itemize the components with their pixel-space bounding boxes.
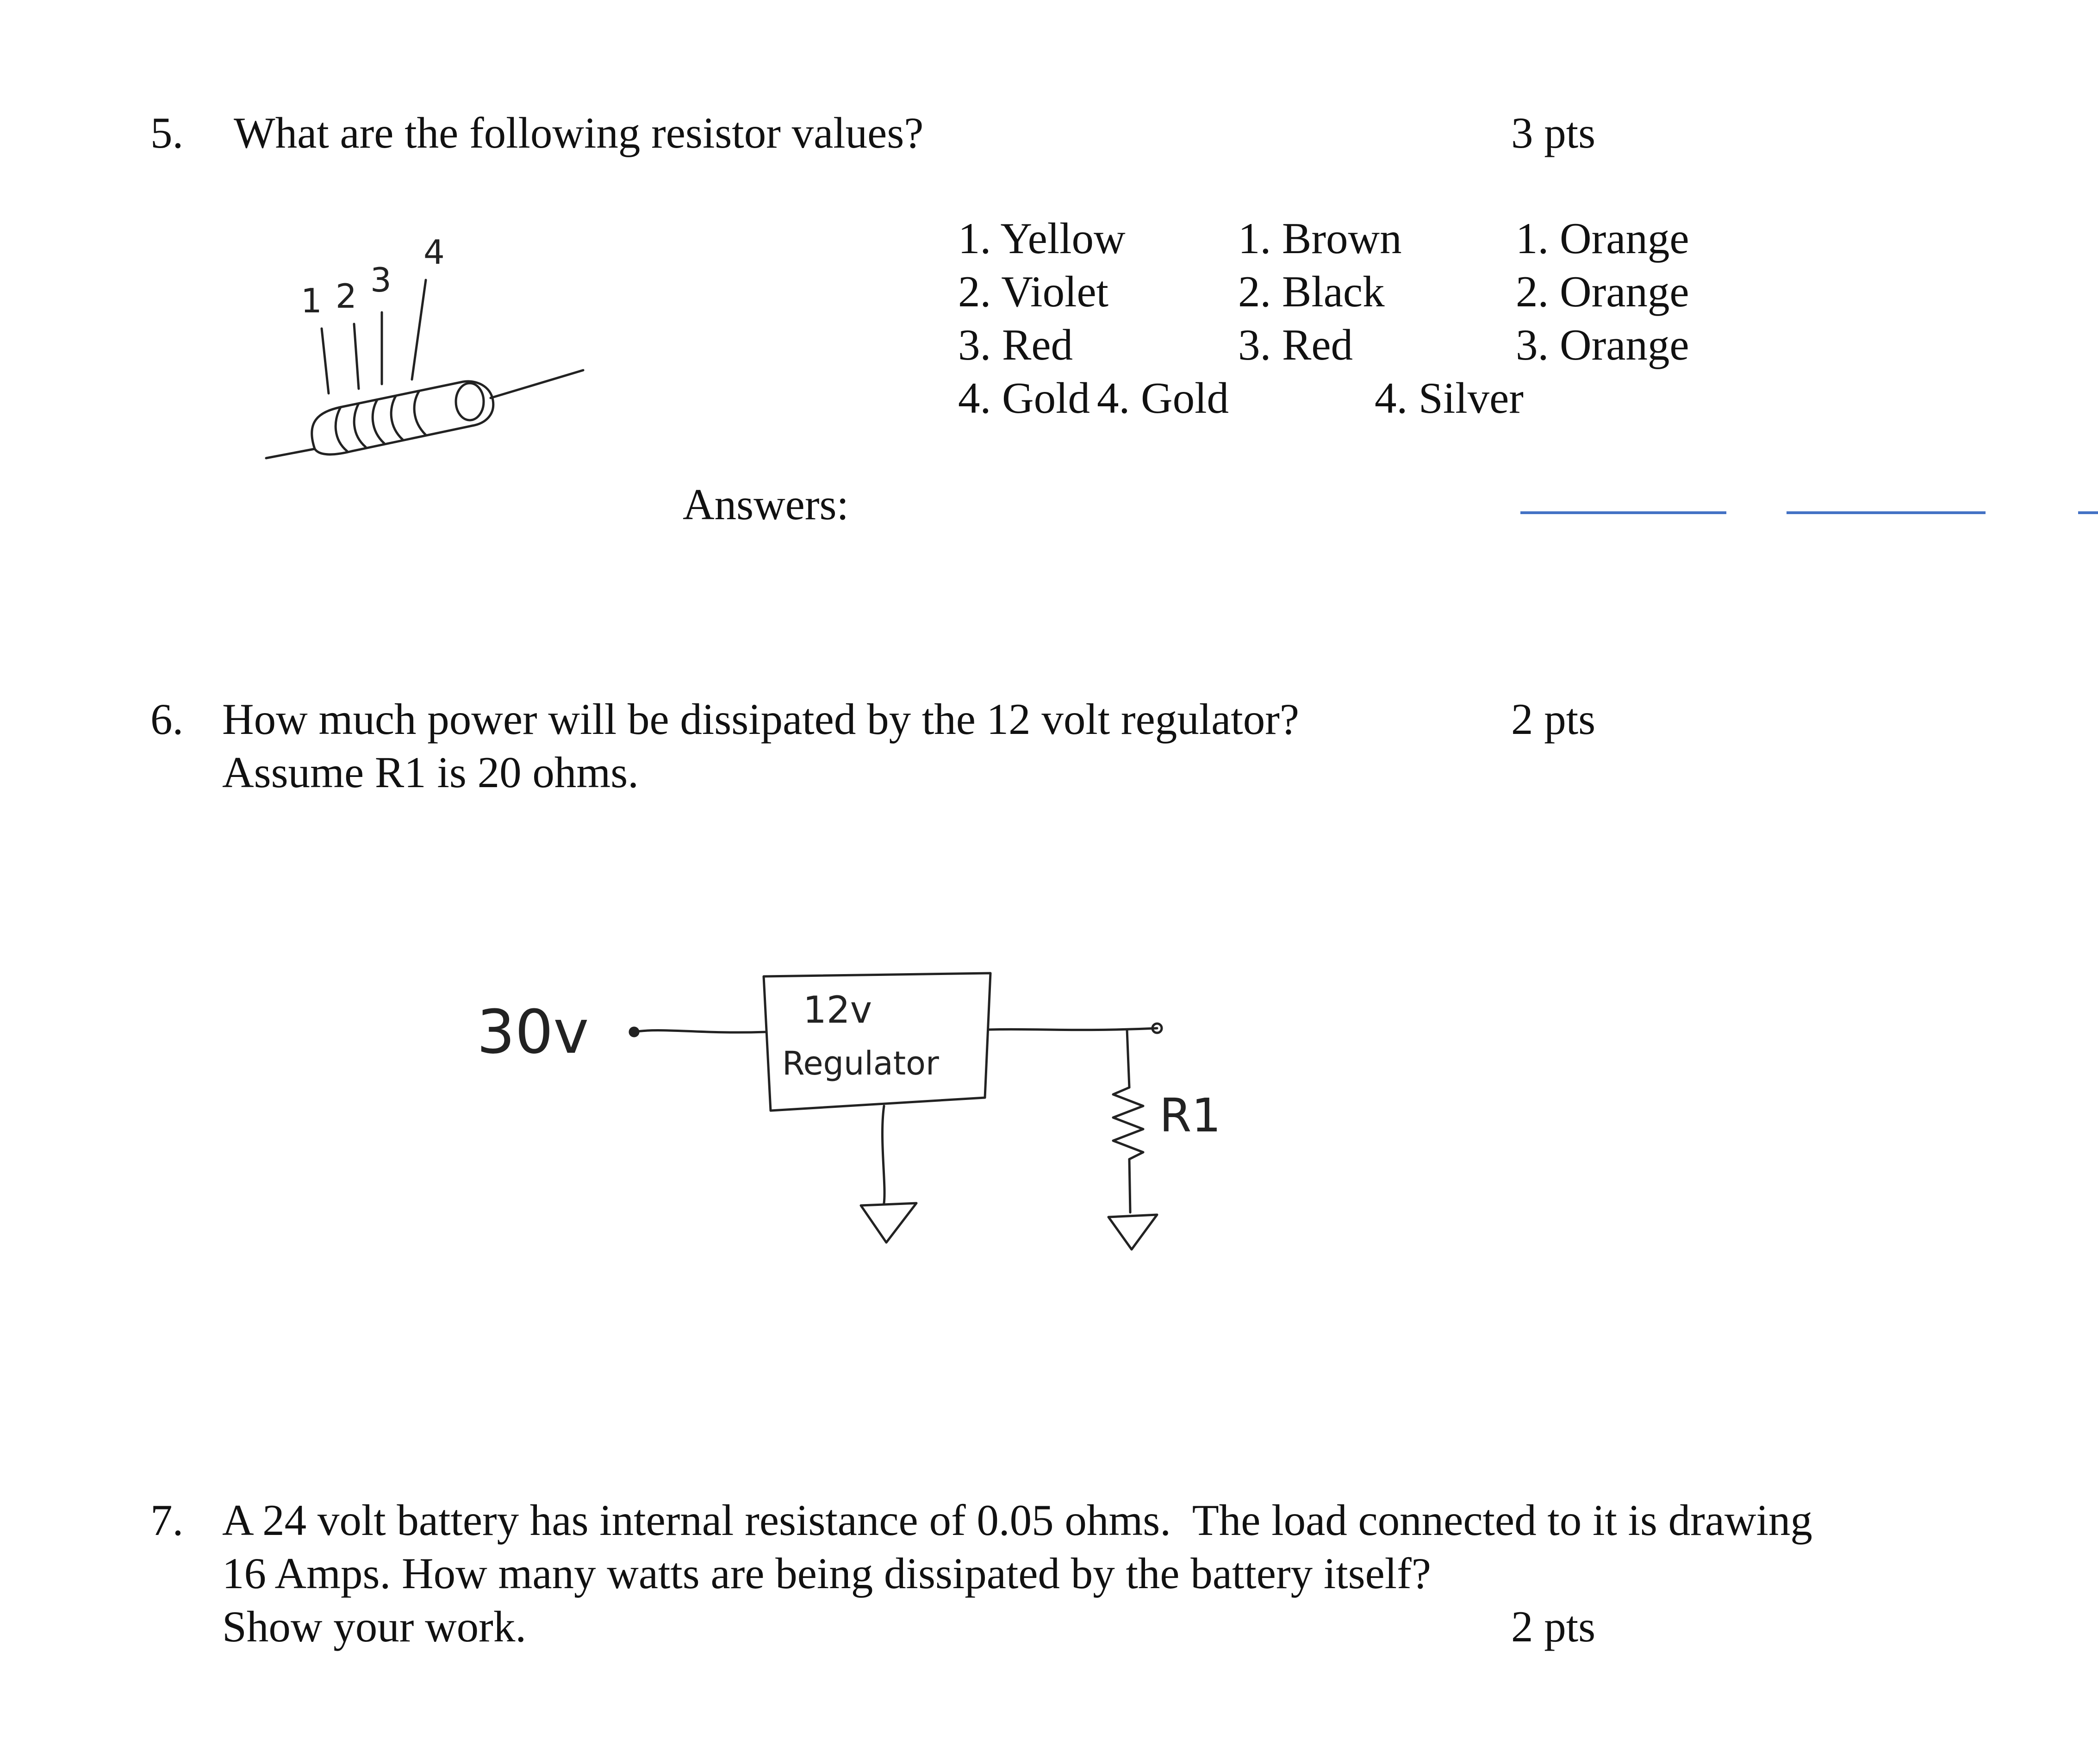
- band-col2-row3: 3. Red: [1238, 320, 1353, 369]
- resistor-lead-right: [491, 370, 583, 398]
- resistor-zigzag: [1113, 1087, 1143, 1159]
- q6-points: 2 pts: [1511, 695, 1596, 744]
- output-wire: [988, 1028, 1157, 1030]
- q6-question: How much power will be dissipated by the 12 volt regulator?: [222, 695, 1299, 744]
- band-col1-row3: 3. Red: [958, 320, 1073, 369]
- band-label: 3: [370, 261, 392, 299]
- resistor-r1-label: R1: [1159, 1088, 1221, 1143]
- q5-question: What are the following resistor values?: [234, 108, 924, 157]
- resistor-band: [391, 396, 403, 440]
- answer-blank-3[interactable]: [2078, 511, 2098, 514]
- regulator-circuit: [463, 953, 1250, 1268]
- band-col3-row3: 3. Orange: [1516, 320, 1689, 369]
- q7-number: 7.: [150, 1496, 184, 1545]
- q5-number: 5.: [150, 108, 184, 157]
- regulator-voltage-label: 12v: [803, 988, 872, 1031]
- q7-line3: Show your work.: [222, 1602, 527, 1651]
- q6-assumption: Assume R1 is 20 ohms.: [222, 748, 639, 797]
- resistor-band: [414, 391, 426, 435]
- answers-label: Answers:: [683, 480, 849, 529]
- regulator-ground-wire: [882, 1106, 884, 1203]
- q5-points: 3 pts: [1511, 108, 1596, 157]
- regulator-name-label: Regulator: [782, 1044, 939, 1082]
- resistor-lead-bottom: [1129, 1159, 1130, 1212]
- input-voltage-label: 30v: [477, 997, 589, 1067]
- ground-symbol: [1108, 1215, 1157, 1249]
- band-col3-row1: 1. Orange: [1516, 214, 1689, 263]
- band-col1-row4: 4. Gold: [958, 373, 1090, 422]
- resistor-band: [373, 400, 384, 443]
- band-pointer-line: [322, 329, 329, 393]
- resistor-end-cap: [456, 383, 484, 420]
- band-pointer-line: [412, 280, 426, 379]
- q7-line1: A 24 volt battery has internal resistance of 0.05 ohms. The load connected to it is drawing: [222, 1496, 1812, 1545]
- band-pointer-line: [354, 324, 359, 389]
- resistor-band: [336, 408, 347, 451]
- q6-number: 6.: [150, 695, 184, 744]
- resistor-lead-top: [1127, 1030, 1129, 1087]
- band-col3-row2: 2. Orange: [1516, 267, 1689, 316]
- band-col2-row2: 2. Black: [1238, 267, 1385, 316]
- band-label: 2: [336, 277, 357, 316]
- q7-line2: 16 Amps. How many watts are being dissipated by the battery itself?: [222, 1549, 1431, 1598]
- resistor-sketch: [259, 227, 592, 477]
- ground-symbol: [861, 1203, 916, 1242]
- band-col3-row4: 4. Silver: [1375, 373, 1524, 422]
- resistor-band: [354, 404, 366, 447]
- input-wire: [634, 1030, 766, 1032]
- band-label: 1: [301, 281, 322, 320]
- band-col1-row2: 2. Violet: [958, 267, 1109, 316]
- q7-points: 2 pts: [1511, 1602, 1596, 1651]
- regulator-box: [764, 973, 990, 1111]
- band-col2-row1: 1. Brown: [1238, 214, 1402, 263]
- answer-blank-1[interactable]: [1520, 511, 1726, 514]
- answer-blank-2[interactable]: [1787, 511, 1986, 514]
- band-label: 4: [423, 233, 445, 272]
- band-col2-row4: 4. Gold: [1097, 373, 1229, 422]
- resistor-lead-left: [266, 449, 315, 458]
- band-col1-row1: 1. Yellow: [958, 214, 1126, 263]
